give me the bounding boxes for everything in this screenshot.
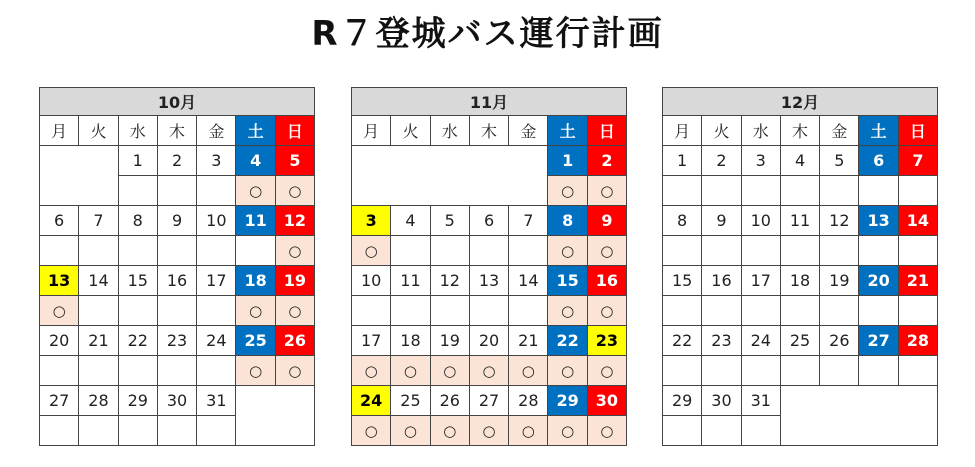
day-cell: 31 xyxy=(741,386,780,416)
day-cell: 5 xyxy=(275,146,314,176)
operating-mark: ○ xyxy=(288,242,302,260)
day-cell: 28 xyxy=(79,386,118,416)
operation-mark-cell xyxy=(820,356,859,386)
day-cell: 14 xyxy=(79,266,118,296)
calendar-december xyxy=(662,87,938,446)
operation-mark-cell xyxy=(391,236,430,266)
calendar-november xyxy=(351,87,627,446)
day-cell: 1 xyxy=(118,146,157,176)
operating-mark: ○ xyxy=(403,362,417,380)
operating-mark: ○ xyxy=(600,182,614,200)
operating-mark: ○ xyxy=(403,422,417,440)
operating-mark: ○ xyxy=(249,362,263,380)
weekday-header: 火 xyxy=(702,116,741,146)
operating-mark: ○ xyxy=(521,422,535,440)
operation-mark-cell xyxy=(236,296,275,326)
day-cell: 21 xyxy=(509,326,548,356)
operation-mark-cell xyxy=(118,416,157,446)
day-cell: 24 xyxy=(741,326,780,356)
weekday-header: 日 xyxy=(898,116,937,146)
operation-mark-cell xyxy=(587,356,626,386)
weekday-header: 土 xyxy=(236,116,275,146)
day-cell: 15 xyxy=(548,266,587,296)
day-cell: 12 xyxy=(275,206,314,236)
operation-mark-cell xyxy=(663,356,702,386)
operation-mark-cell xyxy=(430,356,469,386)
operation-mark-cell xyxy=(548,416,587,446)
day-cell: 31 xyxy=(197,386,236,416)
weekday-header: 木 xyxy=(157,116,196,146)
operating-mark: ○ xyxy=(443,362,457,380)
operation-mark-cell xyxy=(820,236,859,266)
operation-mark-cell xyxy=(391,416,430,446)
empty-cell xyxy=(780,416,819,446)
operation-mark-cell xyxy=(157,236,196,266)
weekday-header: 木 xyxy=(469,116,508,146)
day-cell: 11 xyxy=(780,206,819,236)
day-cell: 25 xyxy=(780,326,819,356)
day-cell: 20 xyxy=(859,266,898,296)
operation-mark-cell xyxy=(509,356,548,386)
day-cell: 22 xyxy=(663,326,702,356)
month-header: 10月 xyxy=(40,88,315,116)
day-cell: 28 xyxy=(509,386,548,416)
day-cell: 15 xyxy=(118,266,157,296)
day-cell: 21 xyxy=(79,326,118,356)
operation-mark-cell xyxy=(157,356,196,386)
operation-mark-cell xyxy=(702,176,741,206)
operation-mark-cell xyxy=(898,176,937,206)
day-cell: 14 xyxy=(509,266,548,296)
day-cell: 3 xyxy=(197,146,236,176)
operating-mark: ○ xyxy=(364,242,378,260)
day-cell: 11 xyxy=(236,206,275,236)
weekday-header: 金 xyxy=(820,116,859,146)
operation-mark-cell xyxy=(197,356,236,386)
operation-mark-cell xyxy=(702,296,741,326)
day-cell: 13 xyxy=(40,266,79,296)
day-cell: 25 xyxy=(391,386,430,416)
day-cell: 6 xyxy=(469,206,508,236)
operation-mark-cell xyxy=(157,176,196,206)
day-cell: 10 xyxy=(352,266,391,296)
operating-mark: ○ xyxy=(561,242,575,260)
day-cell: 29 xyxy=(663,386,702,416)
operation-mark-cell xyxy=(118,296,157,326)
operation-mark-cell xyxy=(469,236,508,266)
operation-mark-cell xyxy=(780,356,819,386)
day-cell: 1 xyxy=(548,146,587,176)
day-cell: 23 xyxy=(702,326,741,356)
operation-mark-cell xyxy=(430,416,469,446)
operation-mark-cell xyxy=(663,296,702,326)
operation-mark-cell xyxy=(859,296,898,326)
operating-mark: ○ xyxy=(600,242,614,260)
day-cell: 6 xyxy=(859,146,898,176)
operation-mark-cell xyxy=(859,356,898,386)
operation-mark-cell xyxy=(352,236,391,266)
operation-mark-cell xyxy=(587,296,626,326)
operation-mark-cell xyxy=(430,236,469,266)
day-cell: 21 xyxy=(898,266,937,296)
operation-mark-cell xyxy=(548,176,587,206)
weekday-header: 月 xyxy=(663,116,702,146)
operating-mark: ○ xyxy=(52,302,66,320)
day-cell: 2 xyxy=(702,146,741,176)
operation-mark-cell xyxy=(741,356,780,386)
day-cell: 29 xyxy=(118,386,157,416)
weekday-header: 土 xyxy=(859,116,898,146)
operation-mark-cell xyxy=(663,416,702,446)
empty-cell xyxy=(430,146,469,176)
operating-mark: ○ xyxy=(600,422,614,440)
day-cell: 7 xyxy=(509,206,548,236)
day-cell: 24 xyxy=(197,326,236,356)
day-cell: 1 xyxy=(663,146,702,176)
day-cell: 23 xyxy=(157,326,196,356)
empty-cell xyxy=(780,386,819,416)
weekday-header: 日 xyxy=(587,116,626,146)
empty-cell xyxy=(391,176,430,206)
weekday-header: 火 xyxy=(79,116,118,146)
day-cell: 17 xyxy=(197,266,236,296)
day-cell: 19 xyxy=(275,266,314,296)
operation-mark-cell xyxy=(118,236,157,266)
operation-mark-cell xyxy=(236,176,275,206)
operating-mark: ○ xyxy=(482,422,496,440)
day-cell: 9 xyxy=(157,206,196,236)
day-cell: 18 xyxy=(236,266,275,296)
operation-mark-cell xyxy=(391,296,430,326)
empty-cell xyxy=(236,416,275,446)
empty-cell xyxy=(79,146,118,176)
day-cell: 23 xyxy=(587,326,626,356)
operation-mark-cell xyxy=(663,176,702,206)
empty-cell xyxy=(275,386,314,416)
weekday-header: 水 xyxy=(430,116,469,146)
operation-mark-cell xyxy=(197,296,236,326)
day-cell: 26 xyxy=(275,326,314,356)
day-cell: 12 xyxy=(430,266,469,296)
operation-mark-cell xyxy=(197,236,236,266)
operation-mark-cell xyxy=(391,356,430,386)
day-cell: 16 xyxy=(587,266,626,296)
operation-mark-cell xyxy=(352,416,391,446)
empty-cell xyxy=(79,176,118,206)
operation-mark-cell xyxy=(197,176,236,206)
operation-mark-cell xyxy=(236,236,275,266)
operation-mark-cell xyxy=(197,416,236,446)
operating-mark: ○ xyxy=(288,302,302,320)
operating-mark: ○ xyxy=(364,422,378,440)
day-cell: 13 xyxy=(859,206,898,236)
calendar-october xyxy=(39,87,315,446)
operation-mark-cell xyxy=(79,356,118,386)
operation-mark-cell xyxy=(40,356,79,386)
day-cell: 26 xyxy=(430,386,469,416)
day-cell: 7 xyxy=(898,146,937,176)
day-cell: 27 xyxy=(859,326,898,356)
empty-cell xyxy=(859,386,898,416)
weekday-header: 月 xyxy=(40,116,79,146)
operation-mark-cell xyxy=(780,176,819,206)
operating-mark: ○ xyxy=(561,362,575,380)
day-cell: 11 xyxy=(391,266,430,296)
operation-mark-cell xyxy=(898,296,937,326)
operation-mark-cell xyxy=(587,176,626,206)
operation-mark-cell xyxy=(548,296,587,326)
day-cell: 26 xyxy=(820,326,859,356)
empty-cell xyxy=(509,176,548,206)
operation-mark-cell xyxy=(469,296,508,326)
operating-mark: ○ xyxy=(600,362,614,380)
day-cell: 4 xyxy=(236,146,275,176)
operating-mark: ○ xyxy=(249,302,263,320)
weekday-header: 火 xyxy=(391,116,430,146)
operation-mark-cell xyxy=(118,176,157,206)
operating-mark: ○ xyxy=(288,182,302,200)
weekday-header: 金 xyxy=(197,116,236,146)
operating-mark: ○ xyxy=(561,422,575,440)
day-cell: 16 xyxy=(702,266,741,296)
operation-mark-cell xyxy=(79,296,118,326)
operation-mark-cell xyxy=(118,356,157,386)
operation-mark-cell xyxy=(79,236,118,266)
operation-mark-cell xyxy=(587,416,626,446)
operation-mark-cell xyxy=(157,296,196,326)
day-cell: 17 xyxy=(741,266,780,296)
operation-mark-cell xyxy=(275,356,314,386)
operation-mark-cell xyxy=(352,296,391,326)
operation-mark-cell xyxy=(898,356,937,386)
operation-mark-cell xyxy=(702,236,741,266)
empty-cell xyxy=(40,146,79,176)
day-cell: 20 xyxy=(469,326,508,356)
day-cell: 4 xyxy=(391,206,430,236)
operation-mark-cell xyxy=(663,236,702,266)
empty-cell xyxy=(40,176,79,206)
day-cell: 6 xyxy=(40,206,79,236)
weekday-header: 月 xyxy=(352,116,391,146)
day-cell: 16 xyxy=(157,266,196,296)
operating-mark: ○ xyxy=(288,362,302,380)
day-cell: 13 xyxy=(469,266,508,296)
operation-mark-cell xyxy=(548,356,587,386)
day-cell: 28 xyxy=(898,326,937,356)
weekday-header: 木 xyxy=(780,116,819,146)
day-cell: 18 xyxy=(780,266,819,296)
empty-cell xyxy=(898,386,937,416)
day-cell: 19 xyxy=(430,326,469,356)
month-header: 12月 xyxy=(663,88,938,116)
day-cell: 8 xyxy=(663,206,702,236)
operating-mark: ○ xyxy=(482,362,496,380)
operating-mark: ○ xyxy=(443,422,457,440)
month-header: 11月 xyxy=(352,88,627,116)
day-cell: 30 xyxy=(157,386,196,416)
day-cell: 22 xyxy=(118,326,157,356)
operating-mark: ○ xyxy=(561,302,575,320)
operation-mark-cell xyxy=(236,356,275,386)
day-cell: 3 xyxy=(741,146,780,176)
empty-cell xyxy=(820,416,859,446)
day-cell: 17 xyxy=(352,326,391,356)
operation-mark-cell xyxy=(741,236,780,266)
day-cell: 25 xyxy=(236,326,275,356)
operating-mark: ○ xyxy=(561,182,575,200)
day-cell: 2 xyxy=(157,146,196,176)
operation-mark-cell xyxy=(702,416,741,446)
operation-mark-cell xyxy=(509,416,548,446)
operating-mark: ○ xyxy=(249,182,263,200)
day-cell: 10 xyxy=(741,206,780,236)
operation-mark-cell xyxy=(741,416,780,446)
operation-mark-cell xyxy=(780,296,819,326)
operation-mark-cell xyxy=(79,416,118,446)
day-cell: 8 xyxy=(548,206,587,236)
operation-mark-cell xyxy=(859,236,898,266)
empty-cell xyxy=(509,146,548,176)
day-cell: 4 xyxy=(780,146,819,176)
day-cell: 9 xyxy=(587,206,626,236)
day-cell: 27 xyxy=(40,386,79,416)
day-cell: 20 xyxy=(40,326,79,356)
operation-mark-cell xyxy=(548,236,587,266)
operation-mark-cell xyxy=(469,416,508,446)
empty-cell xyxy=(430,176,469,206)
weekday-header: 水 xyxy=(741,116,780,146)
operation-mark-cell xyxy=(275,236,314,266)
operating-mark: ○ xyxy=(600,302,614,320)
operating-mark: ○ xyxy=(364,362,378,380)
day-cell: 30 xyxy=(587,386,626,416)
empty-cell xyxy=(352,176,391,206)
empty-cell xyxy=(275,416,314,446)
day-cell: 30 xyxy=(702,386,741,416)
empty-cell xyxy=(236,386,275,416)
day-cell: 18 xyxy=(391,326,430,356)
operation-mark-cell xyxy=(469,356,508,386)
operation-mark-cell xyxy=(509,296,548,326)
operation-mark-cell xyxy=(741,296,780,326)
day-cell: 12 xyxy=(820,206,859,236)
operation-mark-cell xyxy=(275,176,314,206)
operation-mark-cell xyxy=(587,236,626,266)
day-cell: 5 xyxy=(820,146,859,176)
weekday-header: 日 xyxy=(275,116,314,146)
operation-mark-cell xyxy=(40,296,79,326)
empty-cell xyxy=(391,146,430,176)
day-cell: 29 xyxy=(548,386,587,416)
day-cell: 27 xyxy=(469,386,508,416)
day-cell: 9 xyxy=(702,206,741,236)
day-cell: 3 xyxy=(352,206,391,236)
empty-cell xyxy=(469,146,508,176)
weekday-header: 土 xyxy=(548,116,587,146)
day-cell: 15 xyxy=(663,266,702,296)
operation-mark-cell xyxy=(40,416,79,446)
day-cell: 19 xyxy=(820,266,859,296)
day-cell: 5 xyxy=(430,206,469,236)
day-cell: 7 xyxy=(79,206,118,236)
empty-cell xyxy=(352,146,391,176)
weekday-header: 水 xyxy=(118,116,157,146)
operation-mark-cell xyxy=(702,356,741,386)
day-cell: 22 xyxy=(548,326,587,356)
operation-mark-cell xyxy=(820,296,859,326)
operation-mark-cell xyxy=(859,176,898,206)
operation-mark-cell xyxy=(509,236,548,266)
day-cell: 14 xyxy=(898,206,937,236)
empty-cell xyxy=(820,386,859,416)
operating-mark: ○ xyxy=(521,362,535,380)
operation-mark-cell xyxy=(275,296,314,326)
day-cell: 8 xyxy=(118,206,157,236)
operation-mark-cell xyxy=(898,236,937,266)
day-cell: 24 xyxy=(352,386,391,416)
empty-cell xyxy=(469,176,508,206)
day-cell: 10 xyxy=(197,206,236,236)
operation-mark-cell xyxy=(157,416,196,446)
operation-mark-cell xyxy=(430,296,469,326)
operation-mark-cell xyxy=(352,356,391,386)
operation-mark-cell xyxy=(741,176,780,206)
operation-mark-cell xyxy=(40,236,79,266)
empty-cell xyxy=(898,416,937,446)
operation-mark-cell xyxy=(780,236,819,266)
empty-cell xyxy=(859,416,898,446)
day-cell: 2 xyxy=(587,146,626,176)
weekday-header: 金 xyxy=(509,116,548,146)
operation-mark-cell xyxy=(820,176,859,206)
page-title: R７登城バス運行計画 xyxy=(311,14,664,54)
